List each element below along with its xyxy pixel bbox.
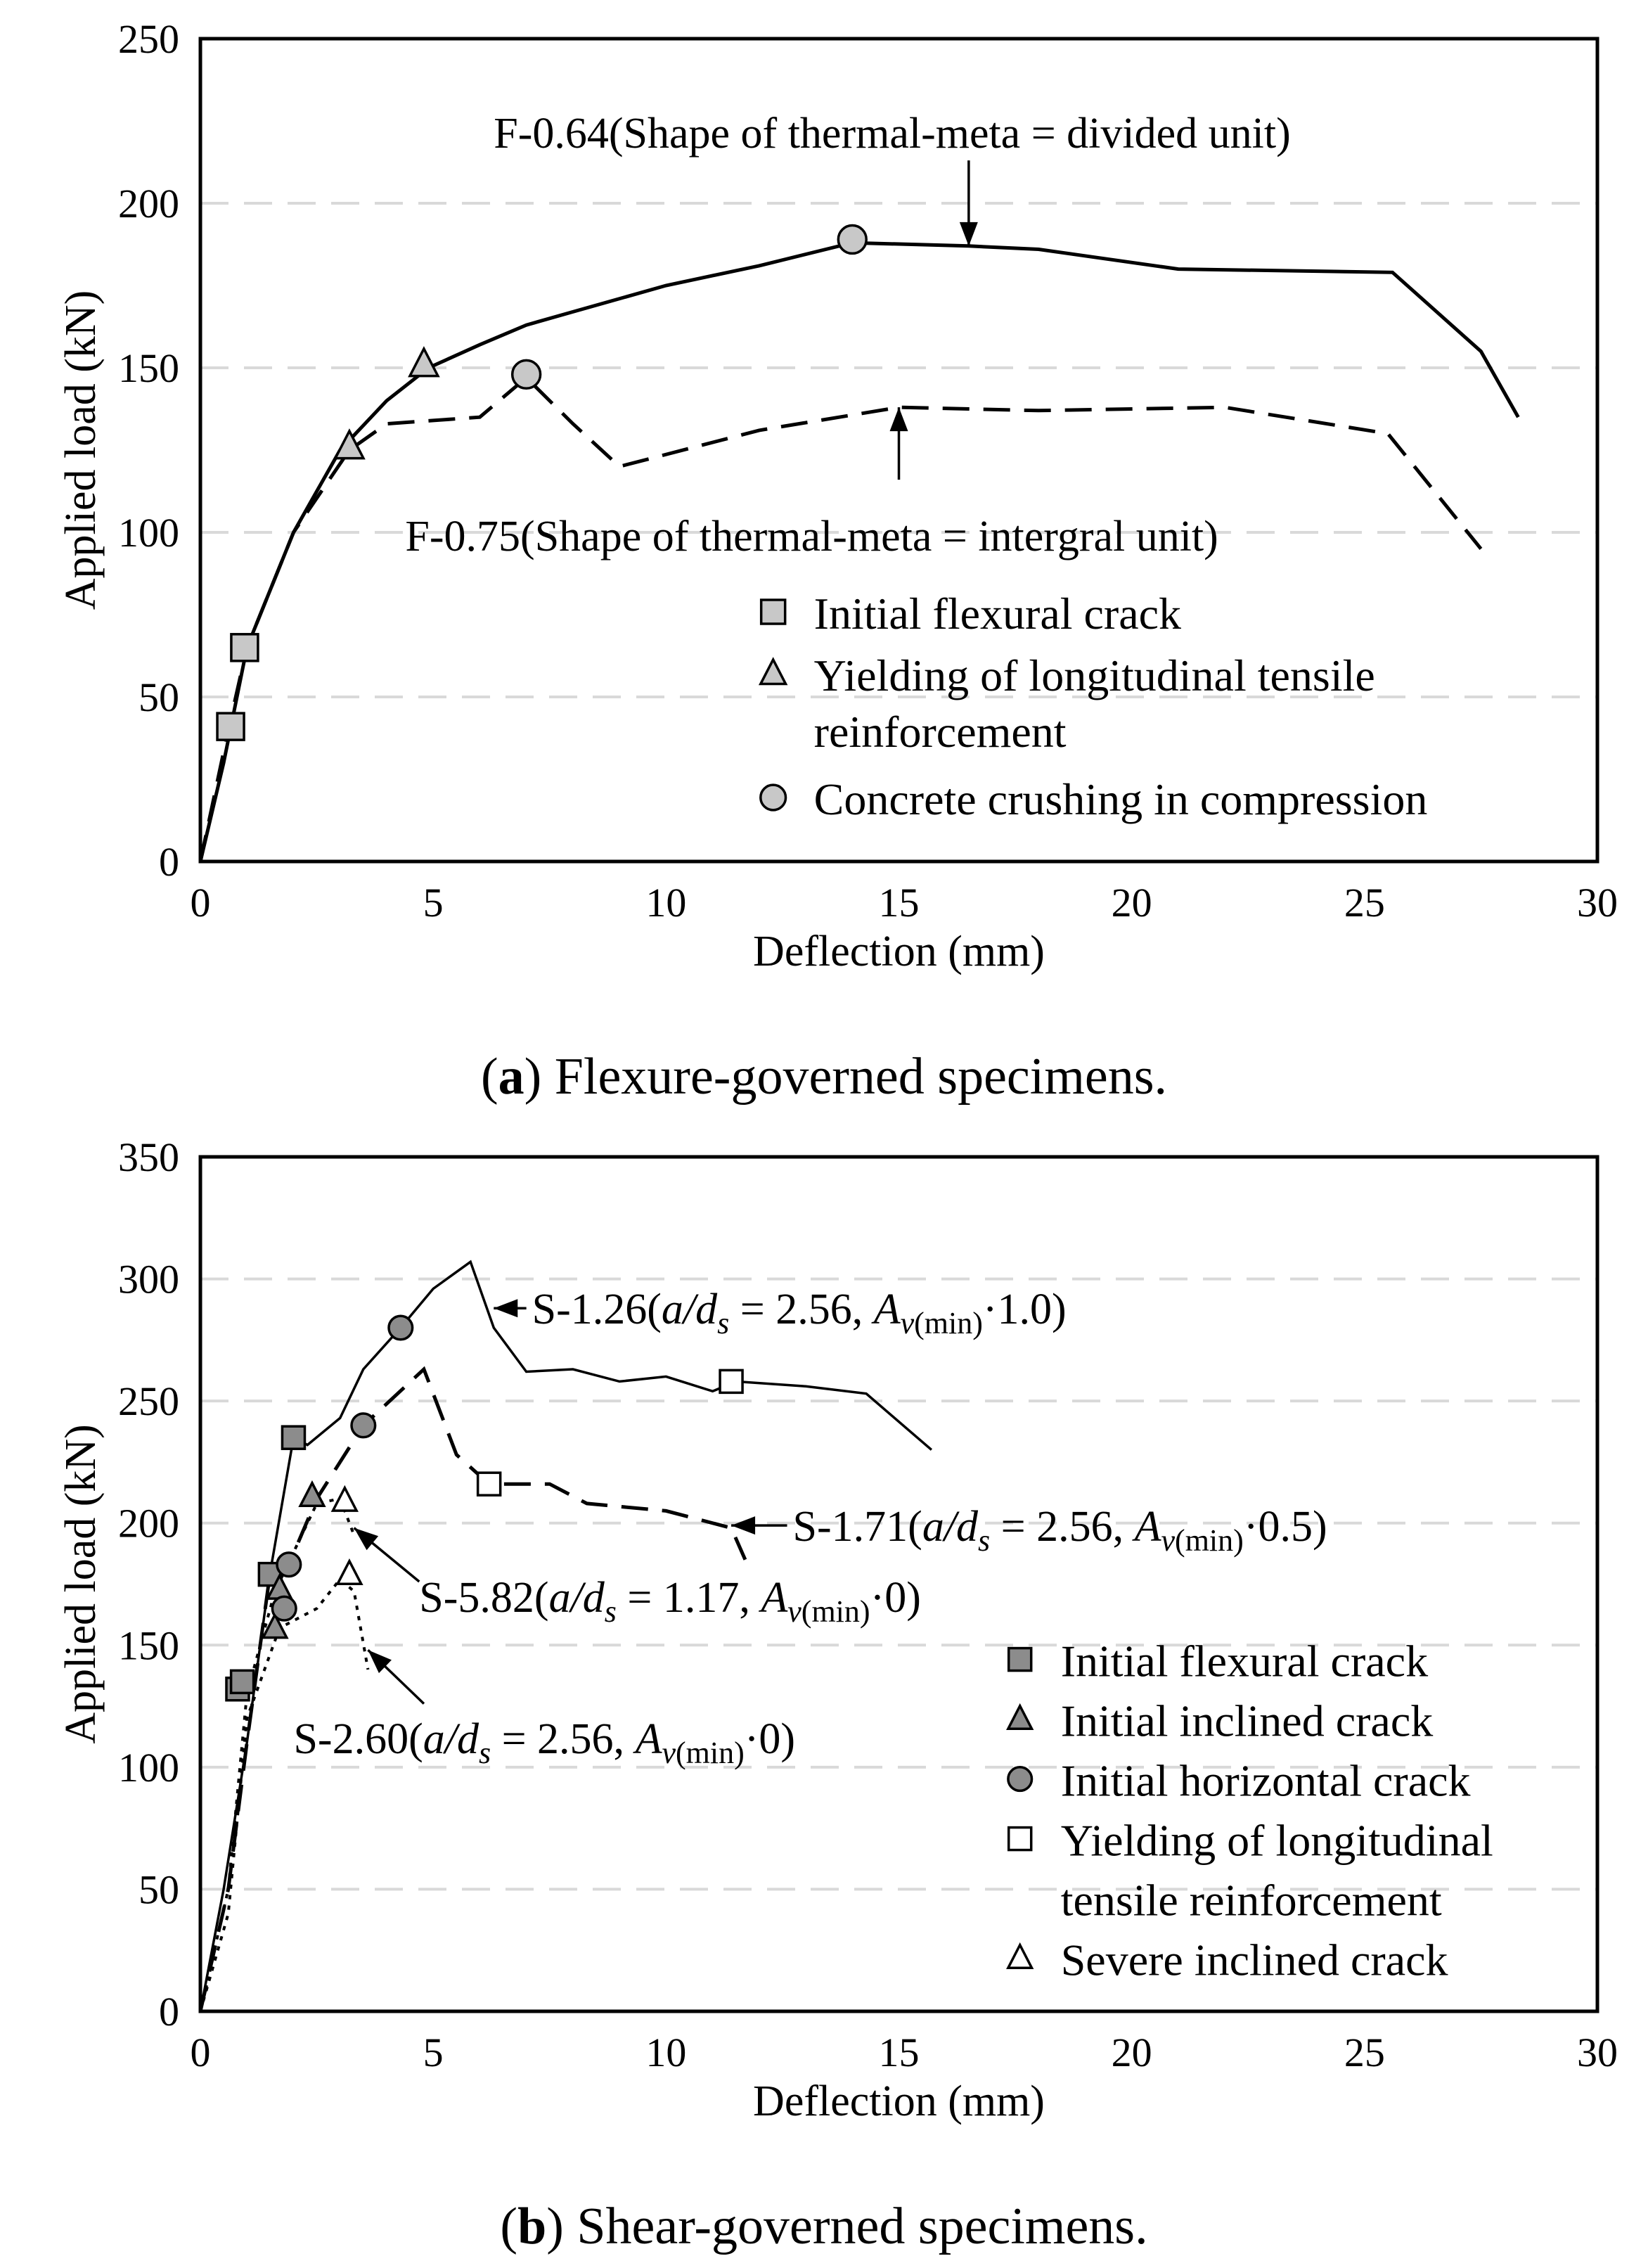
- series-line-s-1.26: [200, 1262, 932, 2011]
- x-tick-label: 10: [645, 2030, 687, 2075]
- annotation-arrow-head: [731, 1516, 755, 1535]
- panel-b-shear-chart: [57, 1134, 1618, 2255]
- y-tick-label: 150: [118, 345, 179, 391]
- y-tick-label: 250: [118, 16, 179, 62]
- x-tick-label: 25: [1344, 2030, 1385, 2075]
- y-tick-label: 150: [118, 1622, 179, 1669]
- data-marker-circle: [277, 1553, 301, 1577]
- annotation-label: $S-5.82(a/d_s = 1.17$, $A_v(\min)\cdot 0$): [419, 1573, 921, 1629]
- data-marker-circle: [838, 226, 866, 254]
- annotation-label: $S-1.26(a/d_s = 2.56$, $A_v(\min)\cdot 1.0$): [532, 1286, 1067, 1341]
- annotation-label: $S-2.60(a/d_s = 2.56$, $A_v(\min)\cdot 0$): [293, 1715, 796, 1771]
- y-tick-label: 50: [139, 674, 179, 720]
- legend: [1008, 1636, 1493, 1985]
- legend-label: Yielding of longitudinal: [1060, 1815, 1493, 1866]
- panel-a-flexure-chart: [57, 16, 1618, 1106]
- legend-label: Initial flexural crack: [1060, 1636, 1429, 1686]
- legend-label: Yielding of longitudinal tensile: [813, 651, 1375, 700]
- data-marker-square: [478, 1473, 501, 1495]
- data-marker-circle: [513, 360, 541, 388]
- x-axis-label: Deflection (mm): [753, 2077, 1045, 2125]
- x-axis-label: Deflection (mm): [753, 928, 1045, 975]
- y-tick-label: 300: [118, 1256, 179, 1302]
- legend-marker-triangle: [761, 660, 786, 684]
- data-marker-square: [231, 634, 258, 661]
- data-marker-triangle: [337, 1561, 361, 1584]
- x-tick-label: 0: [190, 880, 211, 925]
- legend-label-continued: reinforcement: [813, 707, 1067, 757]
- x-tick-label: 5: [423, 2030, 444, 2075]
- caption: (a) Flexure-governed specimens.: [480, 1048, 1168, 1106]
- data-marker-square: [217, 713, 244, 740]
- x-tick-label: 30: [1577, 880, 1618, 925]
- legend-marker-circle: [1008, 1767, 1032, 1791]
- data-marker-square: [282, 1426, 304, 1449]
- y-tick-label: 100: [118, 510, 179, 556]
- legend-marker-square: [1009, 1828, 1031, 1850]
- legend-label: Initial horizontal crack: [1060, 1755, 1471, 1806]
- y-tick-label: 200: [118, 1500, 179, 1546]
- y-tick-label: 0: [159, 839, 179, 885]
- data-marker-circle: [352, 1414, 375, 1437]
- annotation-label: F-0.75(Shape of thermal-meta = intergral unit): [405, 512, 1218, 560]
- x-tick-label: 20: [1111, 880, 1152, 925]
- annotation-arrow-head: [960, 222, 978, 246]
- legend-label-continued: tensile reinforcement: [1060, 1875, 1442, 1926]
- data-marker-square: [720, 1370, 742, 1392]
- y-tick-label: 50: [139, 1866, 179, 1913]
- annotation-label: F-0.64(Shape of thermal-meta = divided unit): [494, 110, 1291, 158]
- data-marker-triangle: [410, 349, 438, 376]
- x-tick-label: 10: [645, 880, 687, 925]
- annotation-arrow-head: [890, 407, 908, 431]
- annotation-arrow-head: [494, 1299, 517, 1317]
- x-tick-label: 0: [190, 2030, 211, 2075]
- x-tick-label: 15: [878, 880, 920, 925]
- series-line-s-1.71: [200, 1369, 745, 2011]
- annotation-label: $S-1.71(a/d_s = 2.56$, $A_v(\min)\cdot 0.5$): [792, 1503, 1327, 1558]
- legend-marker-triangle: [1008, 1706, 1032, 1729]
- legend: [761, 589, 1428, 824]
- data-marker-circle: [272, 1596, 296, 1620]
- legend-marker-square: [761, 600, 785, 624]
- legend-label: Severe inclined crack: [1060, 1935, 1448, 1985]
- x-tick-label: 15: [878, 2030, 920, 2075]
- legend-label: Initial flexural crack: [813, 589, 1182, 639]
- y-tick-label: 100: [118, 1744, 179, 1790]
- x-tick-label: 25: [1344, 880, 1385, 925]
- legend-marker-circle: [761, 785, 786, 810]
- x-tick-label: 20: [1111, 2030, 1152, 2075]
- y-tick-label: 350: [118, 1134, 179, 1180]
- data-marker-circle: [389, 1316, 413, 1340]
- y-tick-label: 200: [118, 181, 179, 226]
- data-marker-triangle: [333, 1488, 357, 1511]
- legend-marker-triangle: [1008, 1945, 1032, 1968]
- y-axis-label: Applied load (kN): [57, 290, 105, 610]
- y-axis-label: Applied load (kN): [57, 1424, 105, 1744]
- x-tick-label: 30: [1577, 2030, 1618, 2075]
- y-tick-label: 250: [118, 1378, 179, 1425]
- annotation-arrow-head: [354, 1528, 379, 1551]
- y-tick-label: 0: [159, 1989, 179, 2035]
- x-tick-label: 5: [423, 880, 444, 925]
- data-marker-square: [231, 1670, 254, 1693]
- legend-label: Initial inclined crack: [1060, 1696, 1434, 1746]
- legend-marker-square: [1009, 1648, 1031, 1671]
- caption: (b) Shear-governed specimens.: [500, 2198, 1148, 2255]
- legend-label: Concrete crushing in compression: [813, 774, 1428, 824]
